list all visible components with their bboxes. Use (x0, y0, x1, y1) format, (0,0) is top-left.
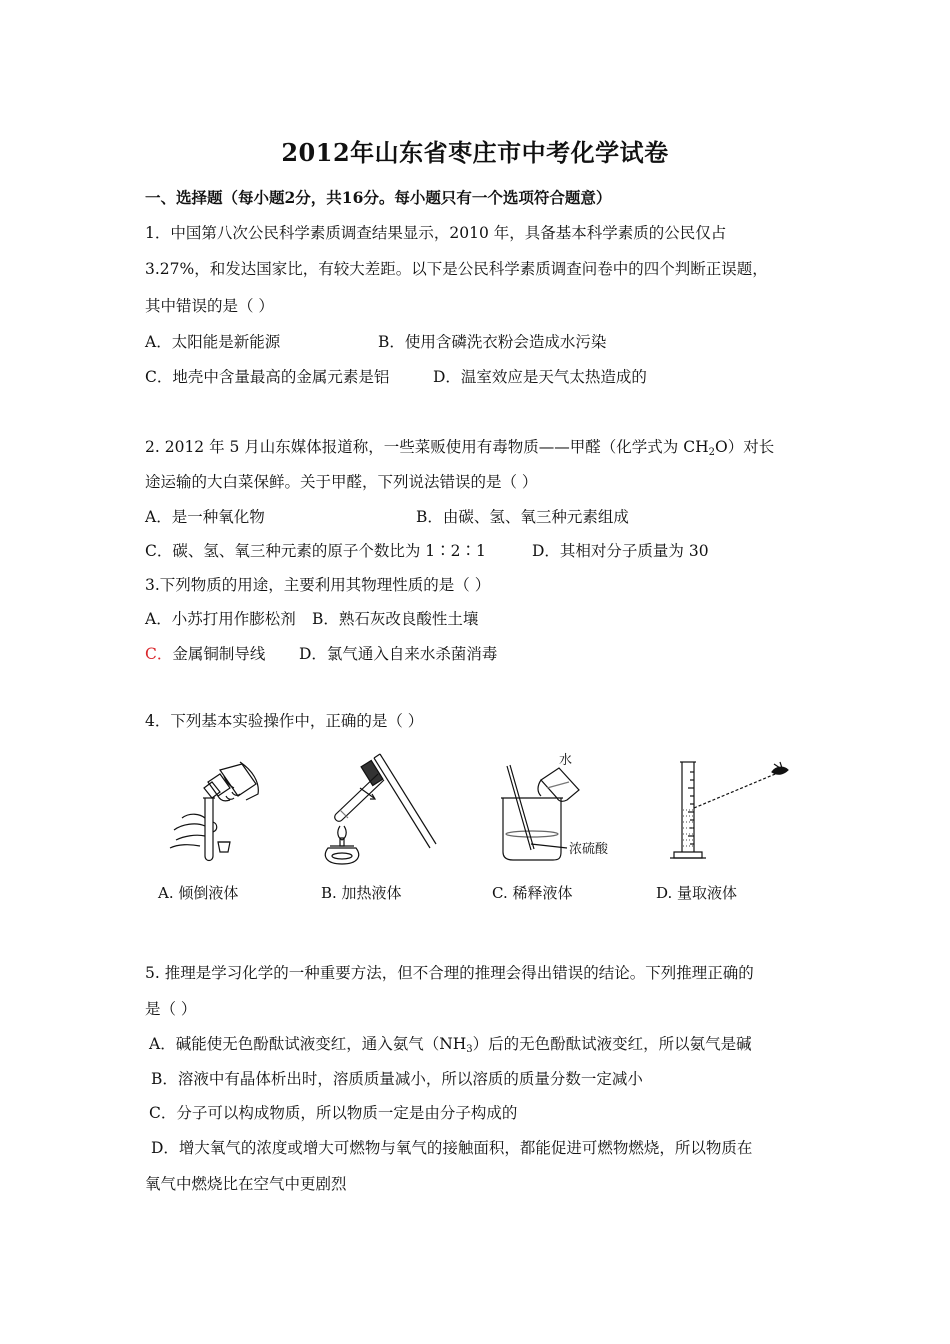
q1-option-c: C．地壳中含量最高的金属元素是铝 (145, 368, 390, 386)
q2-option-b: B．由碳、氢、氧三种元素组成 (416, 508, 629, 526)
q2-subscript: 2 (708, 447, 715, 458)
q2-option-d: D．其相对分子质量为 30 (532, 542, 709, 560)
q3-option-b: B．熟石灰改良酸性土壤 (312, 610, 479, 628)
q5-option-a-text: A．碱能使无色酚酞试液变红，通入氨气（NH (149, 1035, 467, 1053)
q2-stem-line1 (145, 437, 774, 463)
q1-option-d: D．温室效应是天气太热造成的 (433, 368, 647, 386)
caption-a: A. 倾倒液体 (158, 884, 239, 902)
page-title: 2012年山东省枣庄市中考化学试卷 (281, 138, 669, 167)
caption-d: D. 量取液体 (656, 884, 738, 902)
figure-pouring-liquid (160, 752, 275, 867)
section-heading: 一、选择题（每小题2分，共16分。每小题只有一个选项符合题意） (145, 188, 612, 207)
q5-option-a-text-end: ）后的无色酚酞试液变红，所以氨气是碱 (472, 1035, 752, 1053)
label-water: 水 (559, 753, 573, 768)
q2-option-a: A．是一种氧化物 (145, 508, 265, 526)
q1-stem-line2: 3.27%，和发达国家比，有较大差距。以下是公民科学素质调查问卷中的四个判断正误题， (145, 260, 768, 278)
q3-option-a: A．小苏打用作膨松剂 (145, 610, 296, 628)
figure-diluting-liquid (497, 752, 615, 867)
q5-option-d-line1: D．增大氧气的浓度或增大可燃物与氧气的接触面积，都能促进可燃物燃烧，所以物质在 (151, 1139, 753, 1157)
q3-stem: 3.下列物质的用途，主要利用其物理性质的是（ ） (145, 576, 491, 594)
figure-heating-liquid (318, 752, 440, 867)
label-concentrated-sulfuric-acid: 浓硫酸 (569, 842, 609, 857)
q2-stem-text-end: O）对长 (715, 438, 775, 456)
q5-option-d-line2: 氧气中燃烧比在空气中更剧烈 (145, 1175, 347, 1193)
caption-b: B. 加热液体 (321, 884, 402, 902)
q5-option-b: B．溶液中有晶体析出时，溶质质量减小，所以溶质的质量分数一定减小 (151, 1070, 643, 1088)
q2-stem-line2: 途运输的大白菜保鲜。关于甲醛，下列说法错误的是（ ） (145, 473, 538, 491)
q1-option-b: B．使用含磷洗衣粉会造成水污染 (378, 333, 607, 351)
q3-option-c-letter: C． (145, 645, 173, 663)
q3-option-c (145, 644, 265, 664)
q5-stem-line2: 是（ ） (145, 1000, 197, 1018)
q4-stem: 4．下列基本实验操作中，正确的是（ ） (145, 712, 424, 730)
q1-stem-line1: 1．中国第八次公民科学素质调查结果显示，2010 年，具备基本科学素质的公民仅占 (145, 224, 727, 242)
q3-option-d: D．氯气通入自来水杀菌消毒 (299, 645, 498, 663)
q2-stem-text: 2. 2012 年 5 月山东媒体报道称，一些菜贩使用有毒物质——甲醛（化学式为 CH (145, 438, 709, 456)
q5-option-c: C．分子可以构成物质，所以物质一定是由分子构成的 (149, 1104, 518, 1122)
figure-measuring-liquid (668, 752, 793, 867)
q5-subscript: 3 (466, 1044, 473, 1055)
q5-option-a (149, 1034, 752, 1060)
caption-c: C. 稀释液体 (492, 884, 573, 902)
q1-option-a: A．太阳能是新能源 (145, 333, 281, 351)
q2-option-c: C．碳、氢、氧三种元素的原子个数比为 1∶2∶1 (145, 542, 486, 560)
q3-option-c-text: 金属铜制导线 (172, 645, 266, 663)
q5-stem-line1: 5. 推理是学习化学的一种重要方法，但不合理的推理会得出错误的结论。下列推理正确的 (145, 964, 754, 982)
q1-stem-line3: 其中错误的是（ ） (145, 297, 274, 315)
